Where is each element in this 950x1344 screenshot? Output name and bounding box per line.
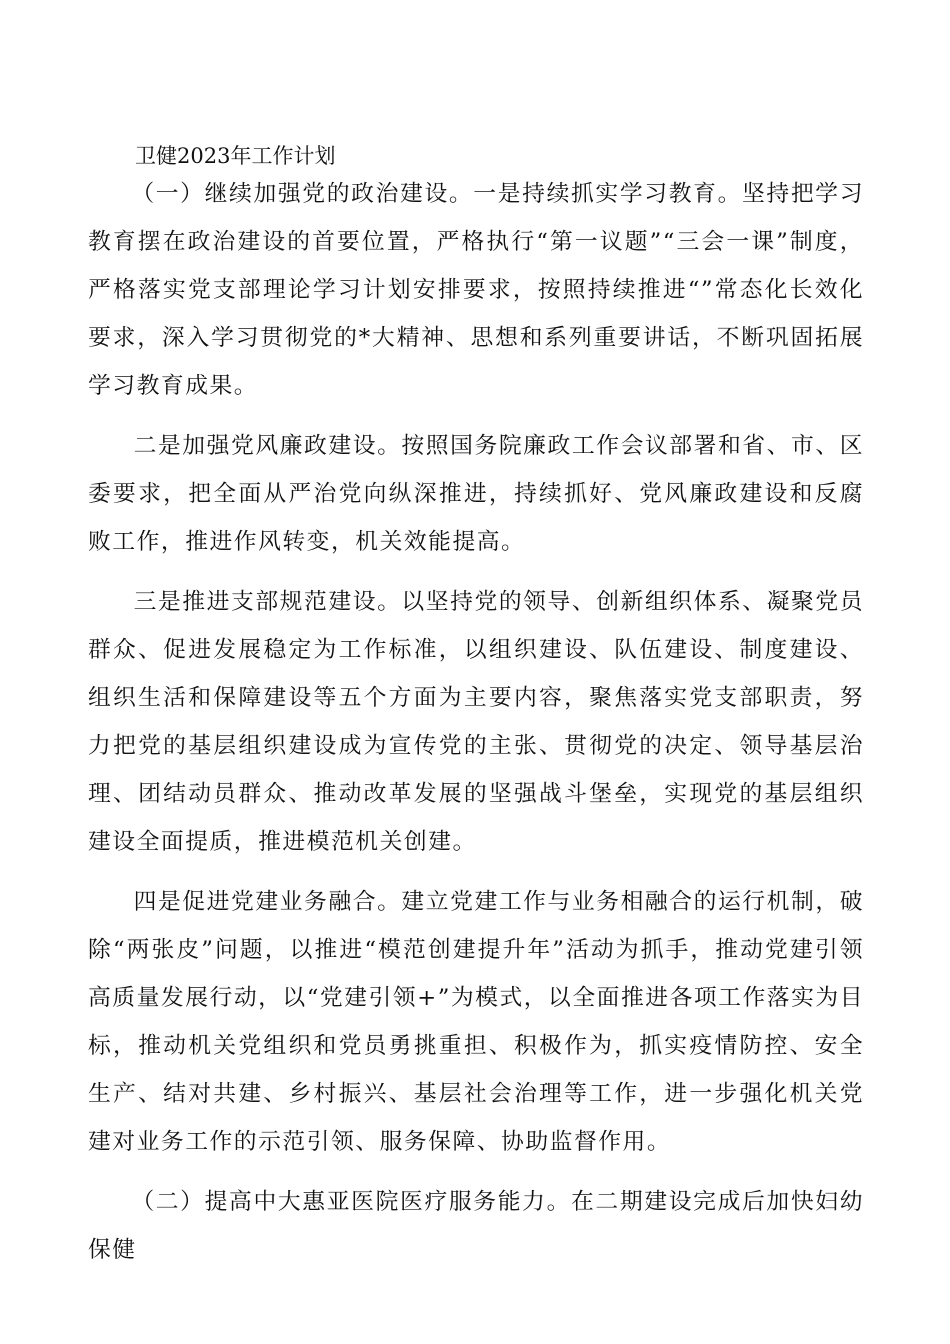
paragraph-clean-government: 二是加强党风廉政建设。按照国务院廉政工作会议部署和省、市、区委要求，把全面从严治党向纵深推进，持续抓好、党风廉政建设和反腐败工作，推进作风转变，机关效能提高。 xyxy=(88,433,864,555)
document-body xyxy=(88,170,864,1286)
paragraph-political-building: （一）继续加强党的政治建设。一是持续抓实学习教育。坚持把学习教育摆在政治建设的首要位置，严格执行“第一议题”“三会一课”制度，严格落实党支部理论学习计划安排要求，按照持续推进“”常态化长效化要求，深入学习贯彻党的*大精神、思想和系列重要讲话，不断巩固拓展学习教育成果。 xyxy=(88,181,864,399)
paragraph-hospital-service: （二）提高中大惠亚医院医疗服务能力。在二期建设完成后加快妇幼保健 xyxy=(88,1189,864,1263)
paragraph-branch-standardization: 三是推进支部规范建设。以坚持党的领导、创新组织体系、凝聚党员群众、促进发展稳定为工作标准，以组织建设、队伍建设、制度建设、组织生活和保障建设等五个方面为主要内容，聚焦落实党支部职责，努力把党的基层组织建设成为宣传党的主张、贯彻党的决定、领导基层治理、团结动员群众、推动改革发展的坚强战斗堡垒，实现党的基层组织建设全面提质，推进模范机关创建。 xyxy=(88,589,864,855)
document-title: 卫健2023年工作计划 xyxy=(135,144,336,168)
paragraph-party-business-integration: 四是促进党建业务融合。建立党建工作与业务相融合的运行机制，破除“两张皮”问题，以推进“模范创建提升年”活动为抓手，推动党建引领高质量发展行动，以“党建引领+”为模式，以全面推进各项工作落实为目标，推动机关党组织和党员勇挑重担、积极作为，抓实疫情防控、安全生产、结对共建、乡村振兴、基层社会治理等工作，进一步强化机关党建对业务工作的示范引领、服务保障、协助监督作用。 xyxy=(88,889,864,1155)
